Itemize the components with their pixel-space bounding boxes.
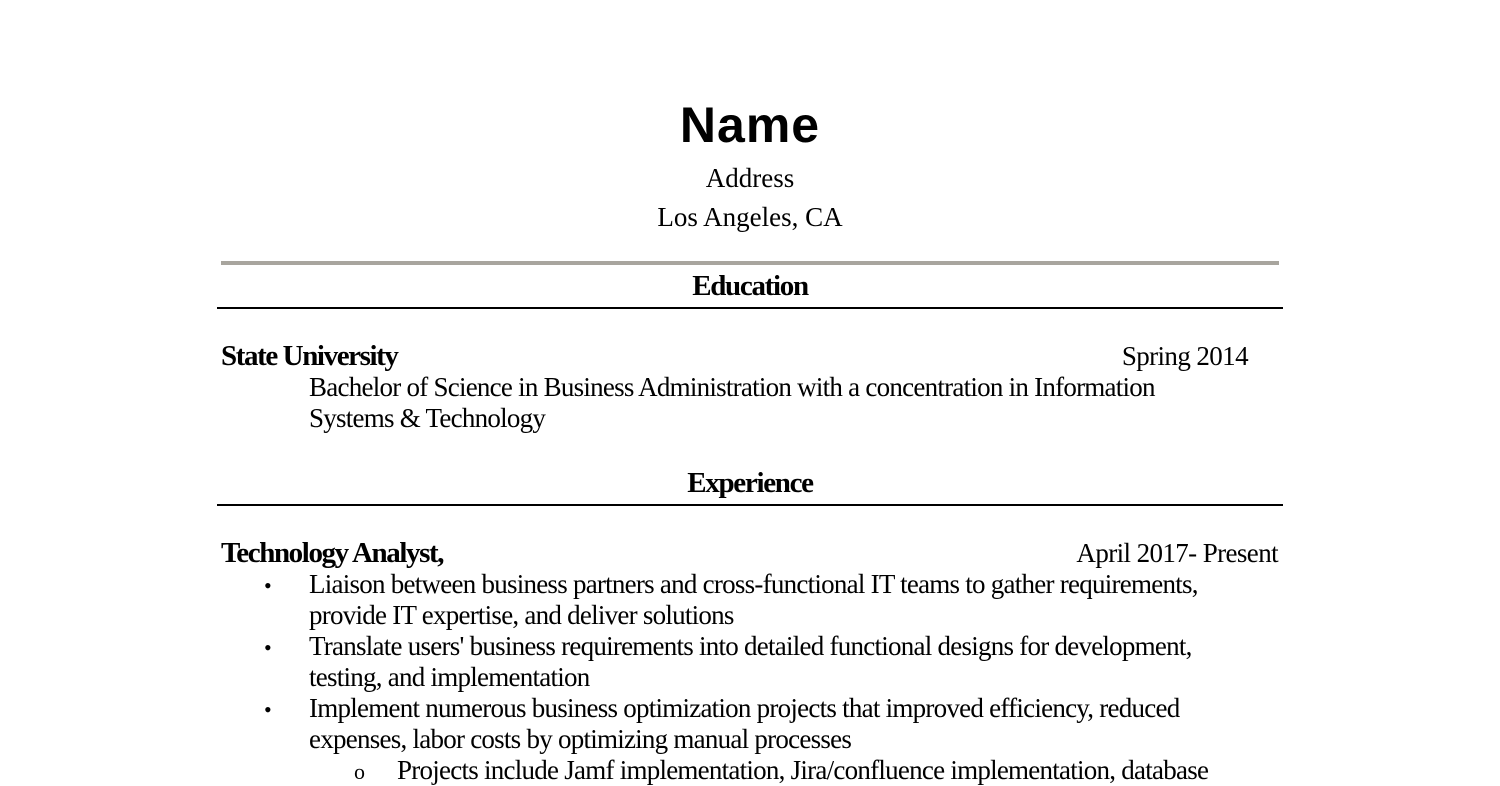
- header-divider: [221, 261, 1279, 265]
- experience-divider: [217, 504, 1283, 506]
- education-divider: [217, 307, 1283, 309]
- degree-line-2: Systems & Technology: [309, 403, 546, 433]
- education-date: Spring 2014: [1121, 341, 1248, 371]
- bullet-icon: •: [264, 697, 272, 722]
- sub-bullet-icon: o: [354, 759, 365, 784]
- bullet-icon: •: [264, 573, 272, 598]
- school-name: State University: [221, 340, 398, 372]
- bullet-3-line-1: Implement numerous business optimization projects that improved efficiency, reduced: [309, 693, 1180, 723]
- degree-line-1: Bachelor of Science in Business Administration with a concentration in Information: [309, 372, 1155, 402]
- job-date: April 2017- Present: [1076, 538, 1278, 568]
- bullet-3-line-2: expenses, labor costs by optimizing manual processes: [309, 724, 852, 754]
- bullet-1-line-1: Liaison between business partners and cross-functional IT teams to gather requirements,: [309, 569, 1198, 599]
- bullet-icon: •: [264, 635, 272, 660]
- sub-bullet-1-line-1: Projects include Jamf implementation, Jira/confluence implementation, database: [397, 755, 1209, 785]
- bullet-2-line-2: testing, and implementation: [309, 662, 590, 692]
- address: Address: [705, 163, 795, 193]
- job-title: Technology Analyst,: [221, 537, 444, 569]
- resume-name: Name: [679, 97, 821, 153]
- city: Los Angeles, CA: [657, 202, 843, 232]
- education-heading: Education: [692, 270, 808, 302]
- bullet-1-line-2: provide IT expertise, and deliver solutions: [309, 600, 734, 630]
- experience-heading: Experience: [687, 467, 813, 499]
- bullet-2-line-1: Translate users' business requirements into detailed functional designs for development,: [309, 631, 1192, 661]
